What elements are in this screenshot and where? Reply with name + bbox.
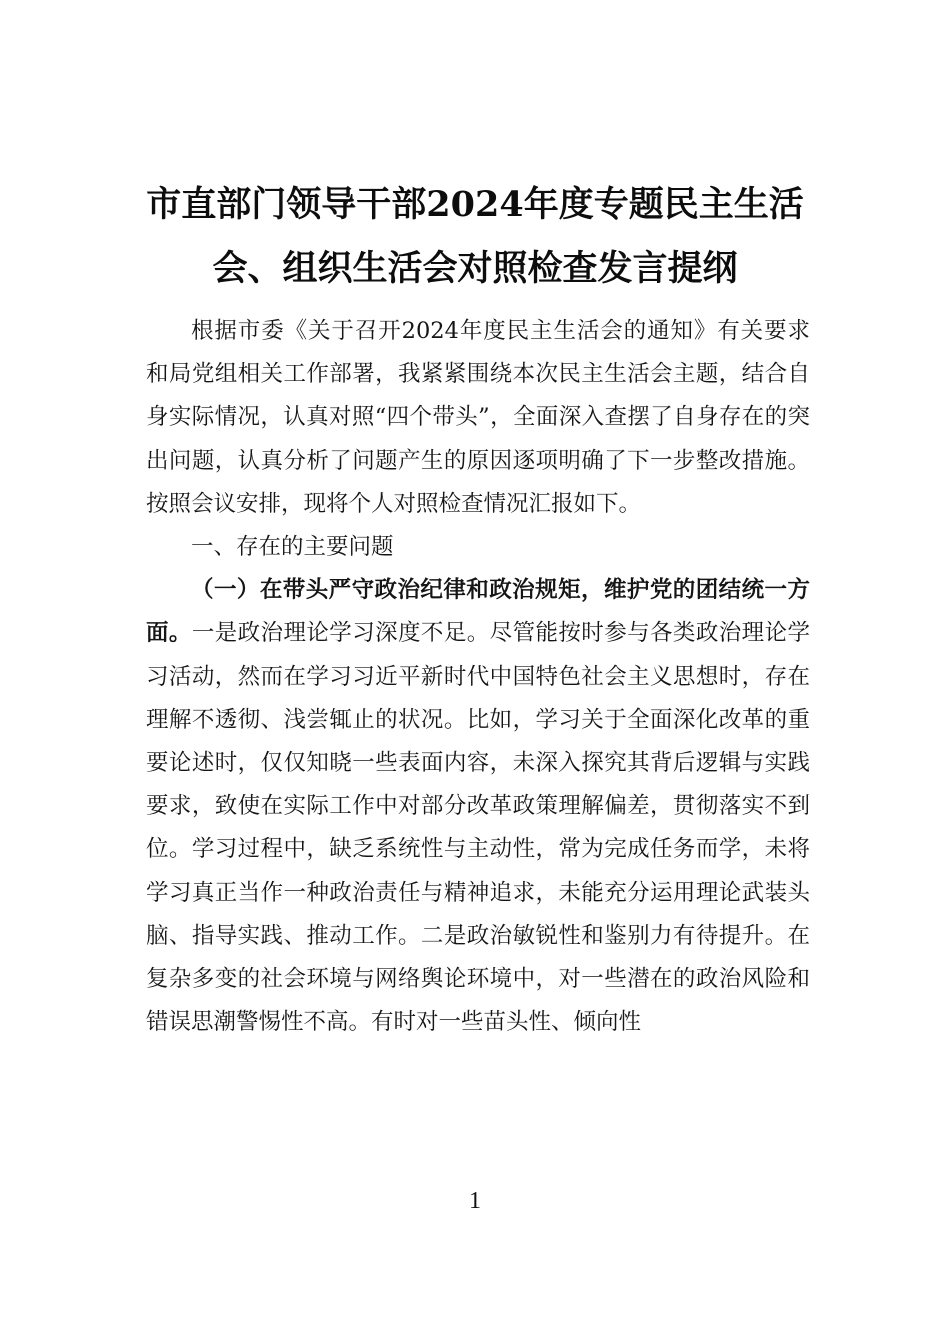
document-title-line-1: 市直部门领导干部2024年度专题民主生活 xyxy=(146,184,804,225)
subsection-paragraph xyxy=(146,569,810,1044)
page-number: 1 xyxy=(469,1188,481,1214)
document-title-line-2: 会、组织生活会对照检查发言提纲 xyxy=(212,248,738,289)
subsection-lead: （一）在带头严守政治纪律和政治规矩，维护党的团结统一方面。 xyxy=(146,577,810,647)
section-heading-problems: 一、存在的主要问题 xyxy=(191,534,394,561)
intro-paragraph: 根据市委《关于召开2024年度民主生活会的通知》有关要求和局党组相关工作部署，我紧紧围绕本次民主生活会主题，结合自身实际情况，认真对照“四个带头”，全面深入查摆了自身存在的突出问题，认真分析了问题产生的原因逐项明确了下一步整改措施。按照会议安排，现将个人对照检查情况汇报如下。 xyxy=(146,318,810,517)
subsection-body: 一是政治理论学习深度不足。尽管能按时参与各类政治理论学习活动，然而在学习习近平新时代中国特色社会主义思想时，存在理解不透彻、浅尝辄止的状况。比如，学习关于全面深化改革的重要论述时，仅仅知晓一些表面内容，未深入探究其背后逻辑与实践要求，致使在实际工作中对部分改革政策理解偏差，贯彻落实不到位。学习过程中，缺乏系统性与主动性，常为完成任务而学，未将学习真正当作一种政治责任与精神追求，未能充分运用理论武装头脑、指导实践、推动工作。二是政治敏锐性和鉴别力有待提升。在复杂多变的社会环境与网络舆论环境中，对一些潜在的政治风险和错误思潮警惕性不高。有时对一些苗头性、倾向性 xyxy=(146,620,810,1036)
document-body xyxy=(146,310,810,1044)
